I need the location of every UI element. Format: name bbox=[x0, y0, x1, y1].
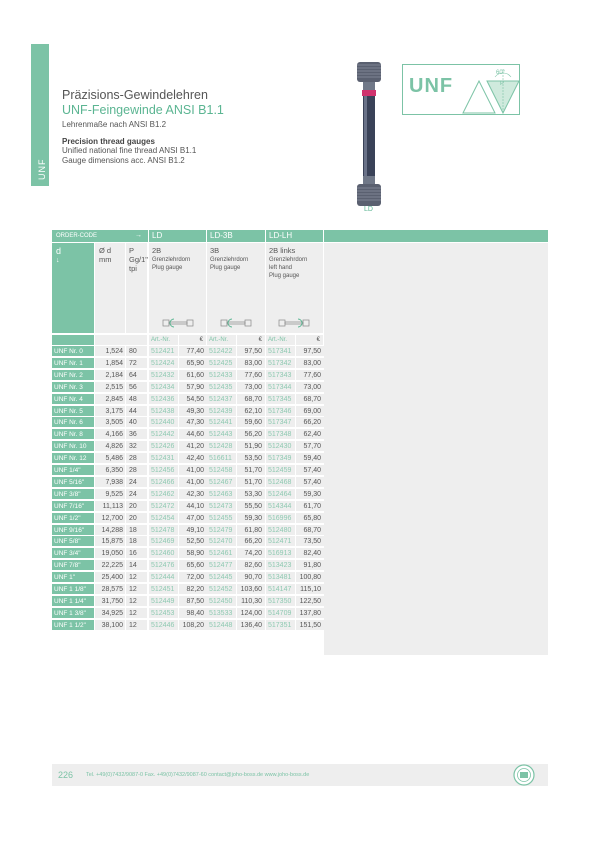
article-number-cell: 512464 bbox=[266, 489, 295, 499]
badge-angle: 60° bbox=[496, 70, 506, 76]
article-number-cell: 512472 bbox=[149, 501, 178, 511]
pitch-cell: 48 bbox=[126, 394, 147, 404]
price-cell: 83,00 bbox=[237, 358, 265, 368]
article-number-cell: 517345 bbox=[266, 394, 295, 404]
pitch-cell: 44 bbox=[126, 406, 147, 416]
article-number-cell: 512453 bbox=[149, 608, 178, 618]
article-number-cell: 512426 bbox=[149, 441, 178, 451]
price-cell: 65,90 bbox=[179, 358, 207, 368]
ld-desc-de: Grenzlehrdorn bbox=[152, 257, 191, 263]
badge-text: UNF bbox=[409, 75, 454, 97]
price-cell: 65,60 bbox=[179, 560, 207, 570]
article-number-cell: 517346 bbox=[266, 406, 295, 416]
price-cell: 42,40 bbox=[179, 453, 207, 463]
article-number-cell: 517348 bbox=[266, 429, 295, 439]
price-cell: 44,10 bbox=[179, 501, 207, 511]
price-cell: 61,80 bbox=[237, 525, 265, 535]
price-cell: 66,20 bbox=[237, 536, 265, 546]
price-cell: 97,50 bbox=[237, 346, 265, 356]
table-row bbox=[52, 406, 324, 417]
price-cell: 124,00 bbox=[237, 608, 265, 618]
diameter-cell: 25,400 bbox=[95, 572, 125, 582]
thread-size-cell: UNF 1 3/8" bbox=[52, 608, 94, 618]
art-nr-label: Art.-Nr. bbox=[266, 335, 295, 345]
unf-badge bbox=[402, 64, 520, 115]
thread-size-cell: UNF Nr. 2 bbox=[52, 370, 94, 380]
thread-size-cell: UNF 3/8" bbox=[52, 489, 94, 499]
diameter-cell: 2,184 bbox=[95, 370, 125, 380]
diameter-cell: 11,113 bbox=[95, 501, 125, 511]
article-number-cell: 517344 bbox=[266, 382, 295, 392]
ldlh-desc-en: Plug gauge bbox=[269, 273, 300, 279]
sub-header-blank bbox=[52, 335, 94, 345]
article-number-cell: 516611 bbox=[207, 453, 236, 463]
article-number-cell: 512450 bbox=[207, 596, 236, 606]
article-number-cell: 512436 bbox=[149, 394, 178, 404]
article-number-cell: 512434 bbox=[149, 382, 178, 392]
group-ld: LD bbox=[149, 230, 206, 242]
thread-size-cell: UNF 5/16" bbox=[52, 477, 94, 487]
thread-size-cell: UNF Nr. 12 bbox=[52, 453, 94, 463]
article-number-cell: 512440 bbox=[149, 417, 178, 427]
article-number-cell: 517349 bbox=[266, 453, 295, 463]
article-number-cell: 517350 bbox=[266, 596, 295, 606]
diameter-cell: 1,524 bbox=[95, 346, 125, 356]
price-cell: 66,20 bbox=[296, 417, 324, 427]
header-filler bbox=[324, 230, 548, 242]
price-cell: 57,40 bbox=[296, 477, 324, 487]
pitch-cell: 24 bbox=[126, 477, 147, 487]
page-subtitle-unf: UNF-Feingewinde ANSI B1.1 bbox=[62, 103, 224, 117]
price-cell: 47,00 bbox=[179, 513, 207, 523]
pitch-cell: 12 bbox=[126, 608, 147, 618]
plug-gauge-icon bbox=[220, 316, 252, 330]
plug-gauge-icon bbox=[162, 316, 194, 330]
article-number-cell: 512432 bbox=[149, 370, 178, 380]
article-number-cell: 512446 bbox=[149, 620, 178, 630]
table-row bbox=[52, 501, 324, 512]
pitch-cell: 80 bbox=[126, 346, 147, 356]
price-cell: 82,40 bbox=[296, 548, 324, 558]
article-number-cell: 512431 bbox=[149, 453, 178, 463]
ld-class: 2B bbox=[152, 246, 162, 255]
ld-desc-en: Plug gauge bbox=[152, 265, 183, 271]
pitch-cell: 16 bbox=[126, 548, 147, 558]
price-cell: 41,00 bbox=[179, 477, 207, 487]
article-number-cell: 512473 bbox=[207, 501, 236, 511]
subtitle-en-2: Gauge dimensions acc. ANSI B1.2 bbox=[62, 156, 185, 165]
price-cell: 49,30 bbox=[179, 406, 207, 416]
pitch-cell: 12 bbox=[126, 584, 147, 594]
article-number-cell: 512467 bbox=[207, 477, 236, 487]
thread-size-cell: UNF Nr. 10 bbox=[52, 441, 94, 451]
thread-column-header bbox=[52, 243, 94, 333]
diameter-cell: 38,100 bbox=[95, 620, 125, 630]
price-cell: 115,10 bbox=[296, 584, 324, 594]
price-cell: 41,20 bbox=[179, 441, 207, 451]
price-cell: 100,80 bbox=[296, 572, 324, 582]
article-number-cell: 512469 bbox=[149, 536, 178, 546]
article-number-cell: 512421 bbox=[149, 346, 178, 356]
ld3b-desc-de: Grenzlehrdorn bbox=[210, 257, 249, 263]
article-number-cell: 512455 bbox=[207, 513, 236, 523]
thread-size-cell: UNF 1 1/4" bbox=[52, 596, 94, 606]
euro-label: € bbox=[237, 335, 265, 345]
diameter-cell: 7,938 bbox=[95, 477, 125, 487]
subtitle-en-1: Unified national fine thread ANSI B1.1 bbox=[62, 146, 197, 155]
price-cell: 82,20 bbox=[179, 584, 207, 594]
article-number-cell: 512430 bbox=[266, 441, 295, 451]
article-number-cell: 512451 bbox=[149, 584, 178, 594]
price-cell: 73,00 bbox=[296, 382, 324, 392]
price-cell: 55,50 bbox=[237, 501, 265, 511]
article-number-cell: 512444 bbox=[149, 572, 178, 582]
thread-profile-icon bbox=[459, 65, 519, 114]
price-cell: 62,10 bbox=[237, 406, 265, 416]
article-number-cell: 517343 bbox=[266, 370, 295, 380]
price-cell: 73,50 bbox=[296, 536, 324, 546]
table-row bbox=[52, 536, 324, 547]
group-ld-lh: LD-LH bbox=[266, 230, 323, 242]
table-row bbox=[52, 417, 324, 428]
ld3b-desc-en: Plug gauge bbox=[210, 265, 241, 271]
pitch-cell: 40 bbox=[126, 417, 147, 427]
price-cell: 47,30 bbox=[179, 417, 207, 427]
table-row bbox=[52, 584, 324, 595]
diameter-cell: 9,525 bbox=[95, 489, 125, 499]
table-row bbox=[52, 429, 324, 440]
pitch-cell: 28 bbox=[126, 453, 147, 463]
pitch-cell: 64 bbox=[126, 370, 147, 380]
thread-size-cell: UNF 1/4" bbox=[52, 465, 94, 475]
price-cell: 57,40 bbox=[296, 465, 324, 475]
thread-size-cell: UNF Nr. 0 bbox=[52, 346, 94, 356]
company-logo-icon bbox=[512, 764, 536, 786]
price-cell: 83,00 bbox=[296, 358, 324, 368]
price-cell: 77,60 bbox=[237, 370, 265, 380]
diameter-unit: mm bbox=[99, 255, 112, 264]
article-number-cell: 512425 bbox=[207, 358, 236, 368]
price-cell: 61,60 bbox=[179, 370, 207, 380]
empty-panel bbox=[324, 243, 548, 655]
arrow-down-icon: ↓ bbox=[56, 257, 60, 264]
article-number-cell: 512437 bbox=[207, 394, 236, 404]
price-cell: 108,20 bbox=[179, 620, 207, 630]
price-cell: 72,00 bbox=[179, 572, 207, 582]
article-number-cell: 513533 bbox=[207, 608, 236, 618]
article-number-cell: 512476 bbox=[149, 560, 178, 570]
article-number-cell: 512480 bbox=[266, 525, 295, 535]
article-number-cell: 512479 bbox=[207, 525, 236, 535]
plug-gauge-image bbox=[354, 60, 384, 210]
thread-size-cell: UNF 1/2" bbox=[52, 513, 94, 523]
thread-size-cell: UNF 3/4" bbox=[52, 548, 94, 558]
price-cell: 98,40 bbox=[179, 608, 207, 618]
article-number-cell: 513423 bbox=[266, 560, 295, 570]
article-number-cell: 512478 bbox=[149, 525, 178, 535]
table-row bbox=[52, 620, 324, 631]
thread-size-cell: UNF 5/8" bbox=[52, 536, 94, 546]
group-ld-3b: LD-3B bbox=[207, 230, 265, 242]
article-number-cell: 517342 bbox=[266, 358, 295, 368]
diameter-cell: 5,486 bbox=[95, 453, 125, 463]
price-cell: 53,50 bbox=[237, 453, 265, 463]
price-cell: 59,30 bbox=[237, 513, 265, 523]
contact-info: Tel. +49(0)7432/9087-0 Fax. +49(0)7432/9087-60 contact@joho-boss.de www.joho-boss.de bbox=[86, 772, 310, 778]
price-cell: 137,80 bbox=[296, 608, 324, 618]
price-cell: 51,90 bbox=[237, 441, 265, 451]
price-cell: 122,50 bbox=[296, 596, 324, 606]
thread-size-cell: UNF 7/16" bbox=[52, 501, 94, 511]
diameter-cell: 12,700 bbox=[95, 513, 125, 523]
image-label: LD bbox=[364, 206, 373, 213]
pitch-cell: 72 bbox=[126, 358, 147, 368]
ldlh-class: 2B links bbox=[269, 246, 296, 255]
thread-size-cell: UNF 1 1/2" bbox=[52, 620, 94, 630]
d-label: d bbox=[56, 246, 62, 256]
article-number-cell: 512466 bbox=[149, 477, 178, 487]
pitch-cell: 18 bbox=[126, 525, 147, 535]
diameter-cell: 34,925 bbox=[95, 608, 125, 618]
price-cell: 68,70 bbox=[296, 394, 324, 404]
price-cell: 110,30 bbox=[237, 596, 265, 606]
thread-size-cell: UNF 7/8" bbox=[52, 560, 94, 570]
footer bbox=[52, 764, 548, 786]
ldlh-desc-de: Grenzlehrdorn bbox=[269, 257, 308, 263]
table-row bbox=[52, 596, 324, 607]
pitch-cell: 56 bbox=[126, 382, 147, 392]
table-row bbox=[52, 525, 324, 536]
euro-label: € bbox=[296, 335, 323, 345]
table-row bbox=[52, 513, 324, 524]
art-nr-label: Art.-Nr. bbox=[207, 335, 236, 345]
price-cell: 52,50 bbox=[179, 536, 207, 546]
ldlh-desc-lh: left hand bbox=[269, 265, 293, 271]
art-nr-label: Art.-Nr. bbox=[149, 335, 178, 345]
price-cell: 77,40 bbox=[179, 346, 207, 356]
title-en: Precision thread gauges bbox=[62, 137, 155, 146]
thread-size-cell: UNF Nr. 3 bbox=[52, 382, 94, 392]
price-cell: 69,00 bbox=[296, 406, 324, 416]
article-number-cell: 517351 bbox=[266, 620, 295, 630]
diameter-cell: 2,515 bbox=[95, 382, 125, 392]
diameter-cell: 3,175 bbox=[95, 406, 125, 416]
thread-size-cell: UNF 9/16" bbox=[52, 525, 94, 535]
table-row bbox=[52, 548, 324, 559]
article-number-cell: 512454 bbox=[149, 513, 178, 523]
article-number-cell: 512433 bbox=[207, 370, 236, 380]
order-code-header bbox=[52, 230, 148, 242]
thread-size-cell: UNF Nr. 5 bbox=[52, 406, 94, 416]
article-number-cell: 512449 bbox=[149, 596, 178, 606]
pitch-cell: 12 bbox=[126, 596, 147, 606]
article-number-cell: 512438 bbox=[149, 406, 178, 416]
table-row bbox=[52, 441, 324, 452]
page-title: Präzisions-Gewindelehren bbox=[62, 88, 208, 102]
subtitle-de: Lehrenmaße nach ANSI B1.2 bbox=[62, 120, 167, 129]
article-number-cell: 512460 bbox=[149, 548, 178, 558]
table-row bbox=[52, 477, 324, 488]
table-row bbox=[52, 608, 324, 619]
price-cell: 82,60 bbox=[237, 560, 265, 570]
price-cell: 90,70 bbox=[237, 572, 265, 582]
price-cell: 59,60 bbox=[237, 417, 265, 427]
pitch-cell: 12 bbox=[126, 572, 147, 582]
table-row bbox=[52, 370, 324, 381]
table-row bbox=[52, 572, 324, 583]
table-row bbox=[52, 465, 324, 476]
diameter-cell: 31,750 bbox=[95, 596, 125, 606]
article-number-cell: 514709 bbox=[266, 608, 295, 618]
price-cell: 51,70 bbox=[237, 477, 265, 487]
thread-size-cell: UNF Nr. 6 bbox=[52, 417, 94, 427]
ld3b-class: 3B bbox=[210, 246, 220, 255]
diameter-cell: 3,505 bbox=[95, 417, 125, 427]
pitch-cell: 12 bbox=[126, 620, 147, 630]
article-number-cell: 512443 bbox=[207, 429, 236, 439]
thread-size-cell: UNF Nr. 4 bbox=[52, 394, 94, 404]
pitch-cell: 24 bbox=[126, 489, 147, 499]
article-number-cell: 512477 bbox=[207, 560, 236, 570]
diameter-cell: 19,050 bbox=[95, 548, 125, 558]
price-cell: 103,60 bbox=[237, 584, 265, 594]
price-cell: 91,80 bbox=[296, 560, 324, 570]
pitch-cell: 28 bbox=[126, 465, 147, 475]
article-number-cell: 512422 bbox=[207, 346, 236, 356]
article-number-cell: 512463 bbox=[207, 489, 236, 499]
article-number-cell: 512441 bbox=[207, 417, 236, 427]
pitch-cell: 36 bbox=[126, 429, 147, 439]
diameter-cell: 15,875 bbox=[95, 536, 125, 546]
price-cell: 62,40 bbox=[296, 429, 324, 439]
article-number-cell: 512452 bbox=[207, 584, 236, 594]
table-row bbox=[52, 489, 324, 500]
table-row bbox=[52, 358, 324, 369]
price-cell: 59,40 bbox=[296, 453, 324, 463]
table-row bbox=[52, 453, 324, 464]
article-number-cell: 512468 bbox=[266, 477, 295, 487]
article-number-cell: 512445 bbox=[207, 572, 236, 582]
diameter-cell: 22,225 bbox=[95, 560, 125, 570]
thread-size-cell: UNF 1" bbox=[52, 572, 94, 582]
price-cell: 54,50 bbox=[179, 394, 207, 404]
price-cell: 68,70 bbox=[296, 525, 324, 535]
price-cell: 87,50 bbox=[179, 596, 207, 606]
diameter-header bbox=[95, 243, 125, 333]
article-number-cell: 517341 bbox=[266, 346, 295, 356]
diameter-cell: 6,350 bbox=[95, 465, 125, 475]
article-number-cell: 512424 bbox=[149, 358, 178, 368]
price-cell: 51,70 bbox=[237, 465, 265, 475]
article-number-cell: 512442 bbox=[149, 429, 178, 439]
pitch-cell: 32 bbox=[126, 441, 147, 451]
pitch-tpi: tpi bbox=[129, 264, 137, 273]
side-tab bbox=[31, 44, 49, 186]
pitch-unit: Gg/1" bbox=[129, 255, 148, 264]
price-cell: 59,30 bbox=[296, 489, 324, 499]
diameter-cell: 14,288 bbox=[95, 525, 125, 535]
article-number-cell: 512461 bbox=[207, 548, 236, 558]
price-cell: 136,40 bbox=[237, 620, 265, 630]
article-number-cell: 512462 bbox=[149, 489, 178, 499]
article-number-cell: 516913 bbox=[266, 548, 295, 558]
pitch-cell: 18 bbox=[126, 536, 147, 546]
article-number-cell: 513481 bbox=[266, 572, 295, 582]
article-number-cell: 516996 bbox=[266, 513, 295, 523]
arrow-right-icon: → bbox=[135, 232, 142, 239]
price-cell: 57,70 bbox=[296, 441, 324, 451]
price-cell: 77,60 bbox=[296, 370, 324, 380]
price-cell: 61,70 bbox=[296, 501, 324, 511]
article-number-cell: 512428 bbox=[207, 441, 236, 451]
diameter-cell: 2,845 bbox=[95, 394, 125, 404]
price-cell: 44,60 bbox=[179, 429, 207, 439]
article-number-cell: 512459 bbox=[266, 465, 295, 475]
table-row bbox=[52, 560, 324, 571]
article-number-cell: 512458 bbox=[207, 465, 236, 475]
pitch-header bbox=[126, 243, 147, 333]
price-cell: 57,90 bbox=[179, 382, 207, 392]
pitch-label: P bbox=[129, 246, 135, 255]
price-cell: 53,30 bbox=[237, 489, 265, 499]
euro-label: € bbox=[179, 335, 206, 345]
article-number-cell: 512471 bbox=[266, 536, 295, 546]
price-cell: 151,50 bbox=[296, 620, 324, 630]
price-cell: 73,00 bbox=[237, 382, 265, 392]
article-number-cell: 517347 bbox=[266, 417, 295, 427]
price-cell: 41,00 bbox=[179, 465, 207, 475]
pitch-cell: 14 bbox=[126, 560, 147, 570]
table-row bbox=[52, 346, 324, 357]
price-cell: 68,70 bbox=[237, 394, 265, 404]
order-code-label: ORDER-CODE bbox=[56, 233, 98, 239]
article-number-cell: 512448 bbox=[207, 620, 236, 630]
article-number-cell: 512456 bbox=[149, 465, 178, 475]
article-number-cell: 512470 bbox=[207, 536, 236, 546]
price-cell: 49,10 bbox=[179, 525, 207, 535]
price-cell: 42,30 bbox=[179, 489, 207, 499]
page-number: 226 bbox=[58, 770, 74, 780]
side-tab-label: UNF bbox=[37, 158, 47, 180]
thread-size-cell: UNF Nr. 1 bbox=[52, 358, 94, 368]
article-number-cell: 512439 bbox=[207, 406, 236, 416]
price-cell: 74,20 bbox=[237, 548, 265, 558]
article-number-cell: 512435 bbox=[207, 382, 236, 392]
plug-gauge-icon bbox=[278, 316, 310, 330]
price-cell: 65,80 bbox=[296, 513, 324, 523]
table-row bbox=[52, 394, 324, 405]
price-cell: 58,90 bbox=[179, 548, 207, 558]
table-row bbox=[52, 382, 324, 393]
diameter-cell: 1,854 bbox=[95, 358, 125, 368]
badge-p: P bbox=[500, 81, 505, 87]
sub-header-blank bbox=[95, 335, 147, 345]
diameter-cell: 4,826 bbox=[95, 441, 125, 451]
pitch-cell: 20 bbox=[126, 513, 147, 523]
article-number-cell: 514344 bbox=[266, 501, 295, 511]
diameter-label: Ø d bbox=[99, 246, 112, 255]
thread-size-cell: UNF Nr. 8 bbox=[52, 429, 94, 439]
article-number-cell: 514147 bbox=[266, 584, 295, 594]
thread-size-cell: UNF 1 1/8" bbox=[52, 584, 94, 594]
price-cell: 97,50 bbox=[296, 346, 324, 356]
pitch-cell: 20 bbox=[126, 501, 147, 511]
diameter-cell: 28,575 bbox=[95, 584, 125, 594]
price-cell: 56,20 bbox=[237, 429, 265, 439]
diameter-cell: 4,166 bbox=[95, 429, 125, 439]
